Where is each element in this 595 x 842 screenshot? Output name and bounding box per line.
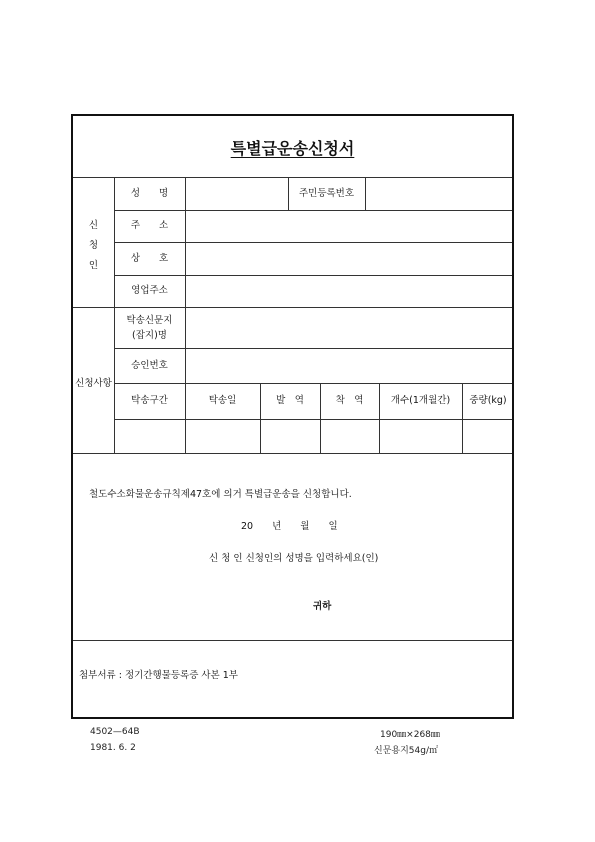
paper-spec: 신문용지54g/㎡ (374, 746, 438, 756)
column-header-route: 탁송구간 (131, 395, 168, 406)
column-header-weight: 중량(kg) (469, 395, 507, 406)
title-area (73, 116, 512, 178)
rule-vertical (379, 383, 380, 453)
rule (114, 242, 512, 243)
periodical-name-label-line1: 탁송신문지 (126, 315, 173, 326)
rule (114, 348, 512, 349)
addressee: 귀하 (313, 601, 332, 612)
rule-below-title (73, 177, 512, 178)
application-section-label: 신청사항 (75, 378, 112, 389)
form-title: 특별급운송신청서 (230, 139, 355, 158)
declaration-statement: 철도수소화물운송규칙제47호에 의거 특별급운송을 신청합니다. (89, 489, 352, 500)
rule-section (73, 453, 512, 454)
rule-vertical (185, 348, 186, 383)
resident-id-label: 주민등록번호 (298, 188, 355, 199)
paper-size: 190㎜×268㎜ (380, 730, 440, 740)
address-label: 주 소 (130, 220, 169, 231)
rule-vertical (185, 177, 186, 307)
rule (114, 383, 512, 384)
column-header-departure-station: 발 역 (276, 395, 304, 406)
rule (114, 419, 512, 420)
application-form (71, 114, 514, 719)
rule (114, 210, 512, 211)
rule (114, 275, 512, 276)
column-header-count: 개수(1개월간) (390, 395, 451, 406)
date-line: 20 년 월 일 (241, 521, 338, 532)
trade-name-label: 상 호 (130, 253, 169, 264)
form-date: 1981. 6. 2 (90, 743, 136, 753)
rule-section (73, 307, 512, 308)
rule-vertical (185, 383, 186, 453)
rule-vertical (320, 383, 321, 453)
attachment-note: 첨부서류 : 정기간행물등록증 사본 1부 (79, 670, 238, 681)
column-header-arrival-station: 착 역 (335, 395, 364, 406)
signature-line: 신 청 인 신청인의 성명을 입력하세요(인) (209, 553, 379, 564)
periodical-name-label-line2: (잡지)명 (132, 330, 167, 341)
column-header-ship-date: 탁송일 (208, 395, 237, 406)
rule-vertical (185, 307, 186, 348)
rule-vertical (260, 383, 261, 453)
rule-vertical (462, 383, 463, 453)
approval-number-label: 승인번호 (131, 360, 168, 371)
business-address-label: 영업주소 (131, 285, 168, 296)
form-code: 4502—64B (90, 727, 140, 737)
rule-section (73, 640, 512, 641)
applicant-section-label: 신 청 인 (88, 220, 99, 271)
rule-vertical (365, 177, 366, 210)
name-label: 성 명 (130, 188, 169, 199)
